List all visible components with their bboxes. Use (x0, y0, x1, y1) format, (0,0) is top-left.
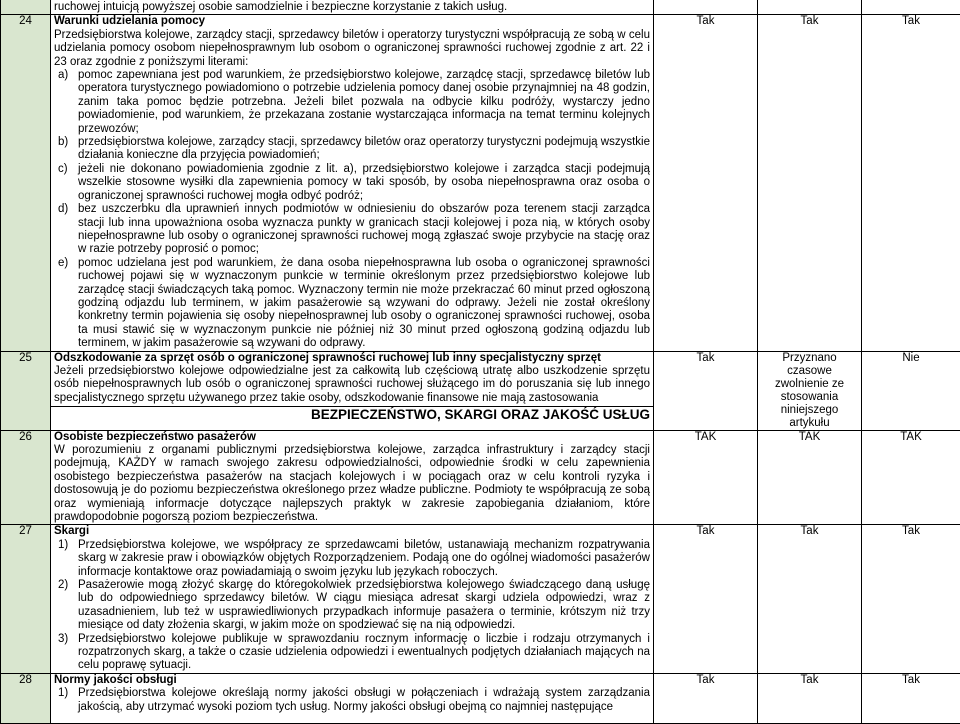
status-cell: Tak (654, 15, 758, 351)
status-cell: TAK (862, 430, 960, 525)
row-number-cell (1, 0, 51, 15)
list-item: 3) Przedsiębiorstwo kolejowe publikuje w sprawozdaniu rocznym informację o liczbie i rodzaju otrzymanych i rozpatrzonych skarg, a także o czasie udzielenia odpowiedzi i ewentualnych podjętych działaniach mających na celu poprawę sytuacji. (54, 633, 650, 673)
article-title: Odszkodowanie za sprzęt osób o ograniczonej sprawności ruchowej lub inny specjalistyczny sprzęt (54, 352, 650, 365)
status-cell: Tak (654, 351, 758, 430)
status-cell: TAK (758, 430, 862, 525)
list-item: d) bez uszczerbku dla uprawnień innych podmiotów w odniesieniu do obszarów poza terenem stacji zarządca stacji lub inna upoważniona osoba wyznacza punkty w granicach stacji kolejowej i poza nią, w których osoby niepełnosprawne lub osoby o ograniczonej sprawności ruchowej mogą zgłaszać swoje przybycie na stację oraz w razie potrzeby poprosić o pomoc; (54, 203, 650, 257)
table-row (1, 351, 960, 430)
article-title: Warunki udzielania pomocy (54, 15, 650, 28)
article-title: Osobiste bezpieczeństwo pasażerów (54, 431, 650, 444)
list-item: b) przedsiębiorstwa kolejowe, zarządcy stacji, sprzedawcy biletów oraz operatorzy turystyczni podejmują wszystkie działania konieczne dla przyjęcia powiadomień; (54, 136, 650, 163)
status-cell: Tak (654, 525, 758, 673)
status-cell: Tak (758, 15, 862, 351)
status-cell: Tak (654, 673, 758, 723)
list-item: 1) Przedsiębiorstwa kolejowe określają normy jakości obsługi w połączeniach i wdrażają system zarządzania jakością, aby utrzymać wysoki poziom tych usług. Normy jakości obsługi obejmą co najmniej następujące (54, 687, 650, 714)
article-title: Normy jakości obsługi (54, 674, 650, 687)
status-cell: Nie (862, 351, 960, 430)
table-row (1, 673, 960, 723)
row-number: 27 (1, 525, 51, 673)
continuation-text: ruchowej intuicją powyższej osobie samodzielnie i bezpieczne korzystanie z takich usług. (51, 0, 654, 15)
status-cell: Przyznano czasowe zwolnienie ze stosowania niniejszego artykułu (758, 351, 862, 430)
list-item: c) jeżeli nie dokonano powiadomienia zgodnie z lit. a), przedsiębiorstwo kolejowe i zarządca stacji podejmują wszelkie stosowne wysiłki dla zapewnienia pomocy w taki sposób, by osoba niepełnosprawna oraz osoba o ograniczonej sprawności ruchowej mogła odbyć podróż; (54, 163, 650, 203)
article-content (51, 351, 654, 430)
row-number: 26 (1, 430, 51, 525)
table-row (1, 15, 960, 351)
article-content (51, 525, 654, 673)
list-item: a) pomoc zapewniana jest pod warunkiem, że przedsiębiorstwo kolejowe, zarządcę stacji, sprzedawcę biletów lub operatora turystycznego powiadomiono o potrzebie udzielenia pomocy danej osobie przynajmniej na 48 godzin, zanim taka pomoc będzie potrzebna. Jeżeli bilet pozwala na odbycie kilku podróży, wystarczy jedno powiadomienie, pod warunkiem, że przekazana zostanie wystarczająca informacja na temat terminu kolejnych przewozów; (54, 69, 650, 136)
article-text: W porozumieniu z organami publicznymi przedsiębiorstwa kolejowe, zarządca infrastruktury i zarządcy stacji podejmują, KAŻDY w ramach swojego zakresu odpowiedzialności, odpowiednie środki w celu zapewnienia osobistego bezpieczeństwa pasażerów na stacjach kolejowych i w pociągach oraz w celu kontroli ryzyka i dostosowują je do poziomu bezpieczeństwa określonego przez władze publiczne. Podmioty te współpracują ze sobą oraz wymieniają informacje dotyczące najlepszych praktyk w zakresie zapobiegania działaniom, które prawdopodobnie pogorszą poziom bezpieczeństwa. (54, 444, 650, 524)
status-cell: Tak (862, 525, 960, 673)
status-cell: Tak (758, 525, 862, 673)
list-item: 1) Przedsiębiorstwa kolejowe, we współpracy ze sprzedawcami biletów, ustanawiają mechanizm rozpatrywania skarg w zakresie praw i obowiązków objętych Rozporządzeniem. Podają one do ogólnej wiadomości pasażerów informacje kontaktowe oraz powiadamiają o swoim języku lub językach roboczych. (54, 539, 650, 579)
table-row-continuation (1, 0, 960, 15)
article-content (51, 430, 654, 525)
article-title: Skargi (54, 525, 650, 538)
status-cell: TAK (654, 430, 758, 525)
article-intro: Przedsiębiorstwa kolejowe, zarządcy stacji, sprzedawcy biletów i operatorzy turystyczni współpracują ze sobą w celu udzielania pomocy osobom niepełnosprawnym lub osobom o ograniczonej sprawności ruchowej zgodnie z art. 22 i 23 oraz zgodnie z poniższymi literami: (54, 29, 650, 69)
row-number: 25 (1, 351, 51, 430)
status-cell: Tak (862, 673, 960, 723)
list-item: 2) Pasażerowie mogą złożyć skargę do któregokolwiek przedsiębiorstwa kolejowego świadczącego daną usługę lub do odpowiedniego sprzedawcy biletów. W ciągu miesiąca adresat skargi udziela odpowiedzi, wraz z uzasadnieniem, lub też w usprawiedliwionych przypadkach informuje pasażera o terminie, krótszym niż trzy miesiące od daty złożenia skargi, w jakim może on spodziewać się na nią odpowiedzi. (54, 579, 650, 633)
article-content (51, 673, 654, 723)
table-row (1, 430, 960, 525)
article-text: Jeżeli przedsiębiorstwo kolejowe odpowiedzialne jest za całkowitą lub częściową utratę albo uszkodzenie sprzętu osób niepełnosprawnych lub osób o ograniczonej sprawności ruchowej służącego im do poruszania się lub innego specjalistycznego sprzętu używanego przez takie osoby, odszkodowanie finansowe nie mają zastosowania (54, 365, 650, 405)
row-number: 28 (1, 673, 51, 723)
list-item: e) pomoc udzielana jest pod warunkiem, że dana osoba niepełnosprawna lub osoba o ograniczonej sprawności ruchowej pojawi się w wyznaczonym punkcie w terminie określonym przez przedsiębiorstwo kolejowe lub zarządcę stacji świadczących taką pomoc. Wyznaczony termin nie może przekraczać 60 minut przed ogłoszoną godziną odjazdu lub terminem, w jakim pasażerowie są wzywani do odprawy. Jeżeli nie został określony konkretny termin pojawienia się osoby niepełnosprawnej lub osoby o ograniczonej sprawności ruchowej, osoba ta musi stawić się w wyznaczonym punkcie nie później niż 30 minut przed ogłoszoną godziną odjazdu lub terminem, w jakim pasażerowie są wzywani do odprawy. (54, 257, 650, 351)
row-number: 24 (1, 15, 51, 351)
status-cell: Tak (758, 673, 862, 723)
article-content (51, 15, 654, 351)
status-cell: Tak (862, 15, 960, 351)
table-row (1, 525, 960, 673)
section-heading: BEZPIECZEŃSTWO, SKARGI ORAZ JAKOŚĆ USŁUG (51, 406, 653, 422)
